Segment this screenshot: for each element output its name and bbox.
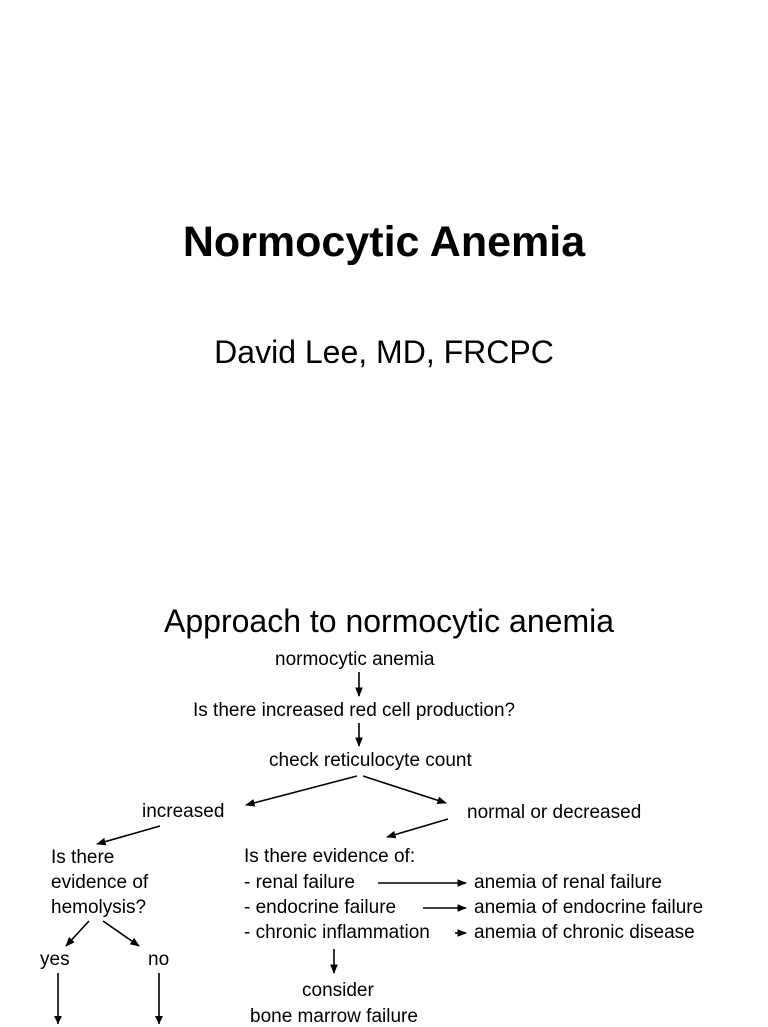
node-no: no — [148, 949, 170, 970]
arrow-increased-to-hemolysis — [97, 826, 160, 844]
node-anemia-renal-failure: anemia of renal failure — [474, 872, 662, 893]
author-line: David Lee, MD, FRCPC — [214, 334, 554, 370]
hemolysis-question-line-2: evidence of — [51, 872, 149, 893]
flowchart-heading: Approach to normocytic anemia — [164, 603, 614, 639]
arrowhead-yes-down — [54, 1016, 62, 1024]
arrow-hemolysis-to-no — [103, 921, 139, 946]
node-yes: yes — [40, 949, 70, 970]
node-increased-production-question: Is there increased red cell production? — [193, 700, 516, 721]
node-increased: increased — [142, 801, 225, 822]
node-chronic-inflammation: - chronic inflammation — [244, 922, 430, 943]
node-anemia-chronic-disease: anemia of chronic disease — [474, 922, 695, 943]
slide-title: Normocytic Anemia — [182, 218, 586, 266]
node-bone-marrow-failure: bone marrow failure — [250, 1006, 418, 1027]
node-normocytic-anemia: normocytic anemia — [275, 649, 435, 670]
node-anemia-endocrine-failure: anemia of endocrine failure — [474, 897, 704, 918]
arrow-hemolysis-to-yes — [66, 921, 89, 946]
node-renal-failure: - renal failure — [244, 872, 355, 893]
node-evidence-question: Is there evidence of: — [244, 846, 416, 867]
hemolysis-question-line-3: hemolysis? — [51, 897, 147, 918]
hemolysis-question-line-1: Is there — [51, 847, 115, 868]
arrowhead-no-down — [155, 1016, 163, 1024]
arrow-reticulocyte-to-normal — [363, 776, 446, 803]
node-hemolysis-question — [51, 845, 148, 920]
arrow-normal-to-evidence — [387, 819, 448, 837]
node-normal-or-decreased: normal or decreased — [467, 802, 642, 823]
arrow-reticulocyte-to-increased — [246, 776, 357, 805]
node-endocrine-failure: - endocrine failure — [244, 897, 397, 918]
node-consider: consider — [302, 980, 374, 1001]
node-check-reticulocyte: check reticulocyte count — [269, 750, 472, 771]
